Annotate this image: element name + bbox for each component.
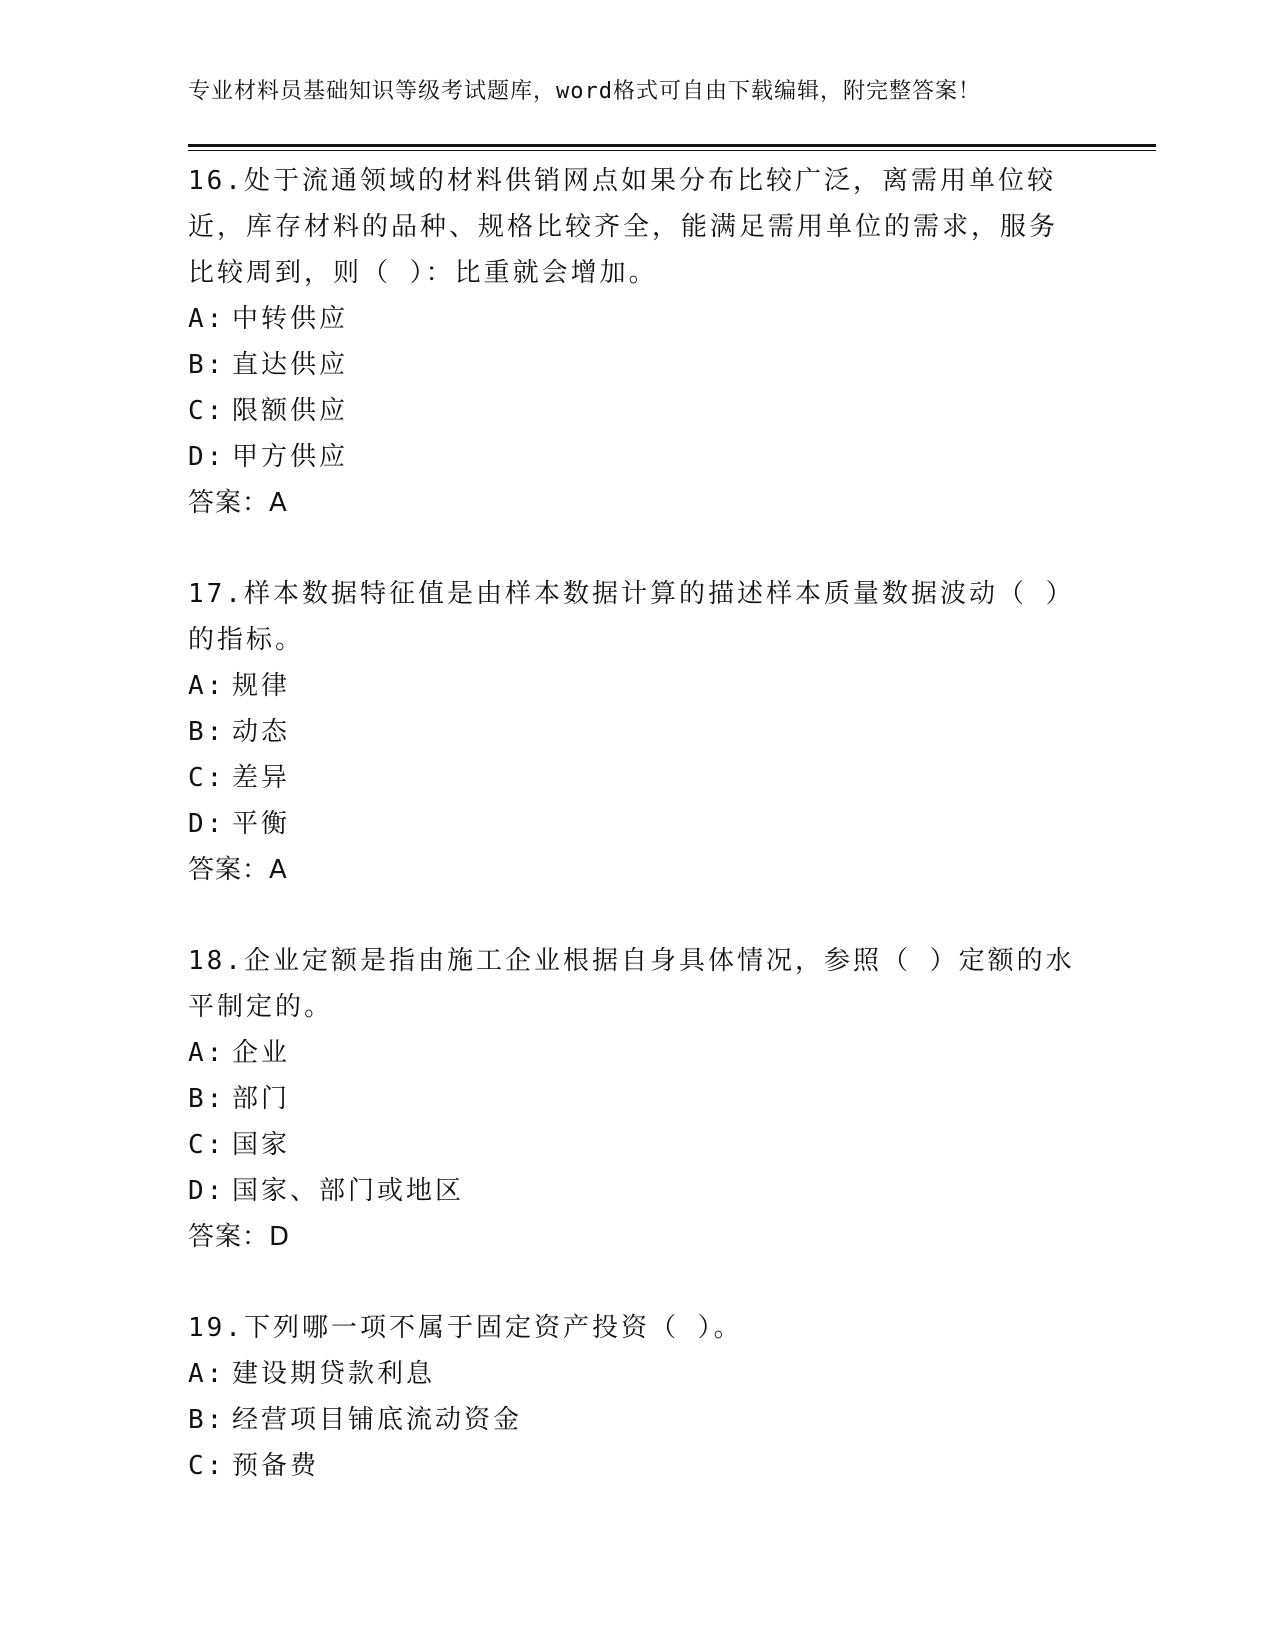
option-b [188, 709, 1088, 755]
option-a [188, 296, 1088, 342]
option-text: 平衡 [232, 809, 291, 839]
option-c [188, 1443, 1088, 1489]
option-c [188, 388, 1088, 434]
option-c [188, 1122, 1088, 1168]
option-text: 建设期贷款利息 [232, 1359, 436, 1389]
option-key: A: [188, 304, 226, 334]
option-text: 动态 [232, 717, 291, 747]
option-d [188, 1168, 1088, 1214]
option-a [188, 1030, 1088, 1076]
option-key: B: [188, 350, 226, 380]
question-spacer [188, 1260, 1088, 1305]
option-text: 国家、部门或地区 [232, 1176, 465, 1206]
option-text: 企业 [232, 1038, 291, 1068]
option-b [188, 1076, 1088, 1122]
option-key: C: [188, 1130, 226, 1160]
question-list [188, 158, 1088, 1489]
option-b [188, 1397, 1088, 1443]
option-text: 限额供应 [232, 396, 349, 426]
option-key: C: [188, 1451, 226, 1481]
answer-label: 答案：A [188, 855, 288, 885]
option-key: B: [188, 1084, 226, 1114]
option-text: 直达供应 [232, 350, 349, 380]
option-key: D: [188, 809, 226, 839]
option-key: A: [188, 1359, 226, 1389]
answer-label: 答案：D [188, 1222, 291, 1252]
option-text: 部门 [232, 1084, 291, 1114]
page-header: 专业材料员基础知识等级考试题库，word格式可自由下载编辑，附完整答案！ [188, 79, 981, 104]
question-spacer [188, 893, 1088, 938]
option-text: 差异 [232, 763, 291, 793]
option-d [188, 801, 1088, 847]
option-d [188, 434, 1088, 480]
header-rule-thin [188, 150, 1156, 151]
question-stem: 18.企业定额是指由施工企业根据自身具体情况，参照（ ）定额的水平制定的。 [188, 946, 1075, 1022]
option-key: B: [188, 717, 226, 747]
question-stem: 19.下列哪一项不属于固定资产投资（ ）。 [188, 1313, 743, 1343]
option-key: B: [188, 1405, 226, 1435]
option-key: D: [188, 1176, 226, 1206]
option-b [188, 342, 1088, 388]
question-19 [188, 1305, 1088, 1489]
header-rule-thick [188, 144, 1156, 147]
option-text: 甲方供应 [232, 442, 349, 472]
answer-label: 答案：A [188, 488, 288, 518]
option-key: A: [188, 1038, 226, 1068]
option-text: 经营项目铺底流动资金 [232, 1405, 523, 1435]
option-text: 规律 [232, 671, 291, 701]
option-key: A: [188, 671, 226, 701]
question-spacer [188, 526, 1088, 571]
option-a [188, 663, 1088, 709]
option-text: 预备费 [232, 1451, 320, 1481]
option-key: C: [188, 763, 226, 793]
option-a [188, 1351, 1088, 1397]
question-16 [188, 158, 1088, 526]
question-stem: 17.样本数据特征值是由样本数据计算的描述样本质量数据波动（ ）的指标。 [188, 579, 1075, 655]
option-text: 国家 [232, 1130, 291, 1160]
question-18 [188, 938, 1088, 1260]
question-stem: 16.处于流通领域的材料供销网点如果分布比较广泛，离需用单位较近，库存材料的品种、规格比较齐全，能满足需用单位的需求，服务比较周到，则（ ）：比重就会增加。 [188, 166, 1059, 288]
option-key: D: [188, 442, 226, 472]
option-text: 中转供应 [232, 304, 349, 334]
option-key: C: [188, 396, 226, 426]
question-17 [188, 571, 1088, 893]
option-c [188, 755, 1088, 801]
